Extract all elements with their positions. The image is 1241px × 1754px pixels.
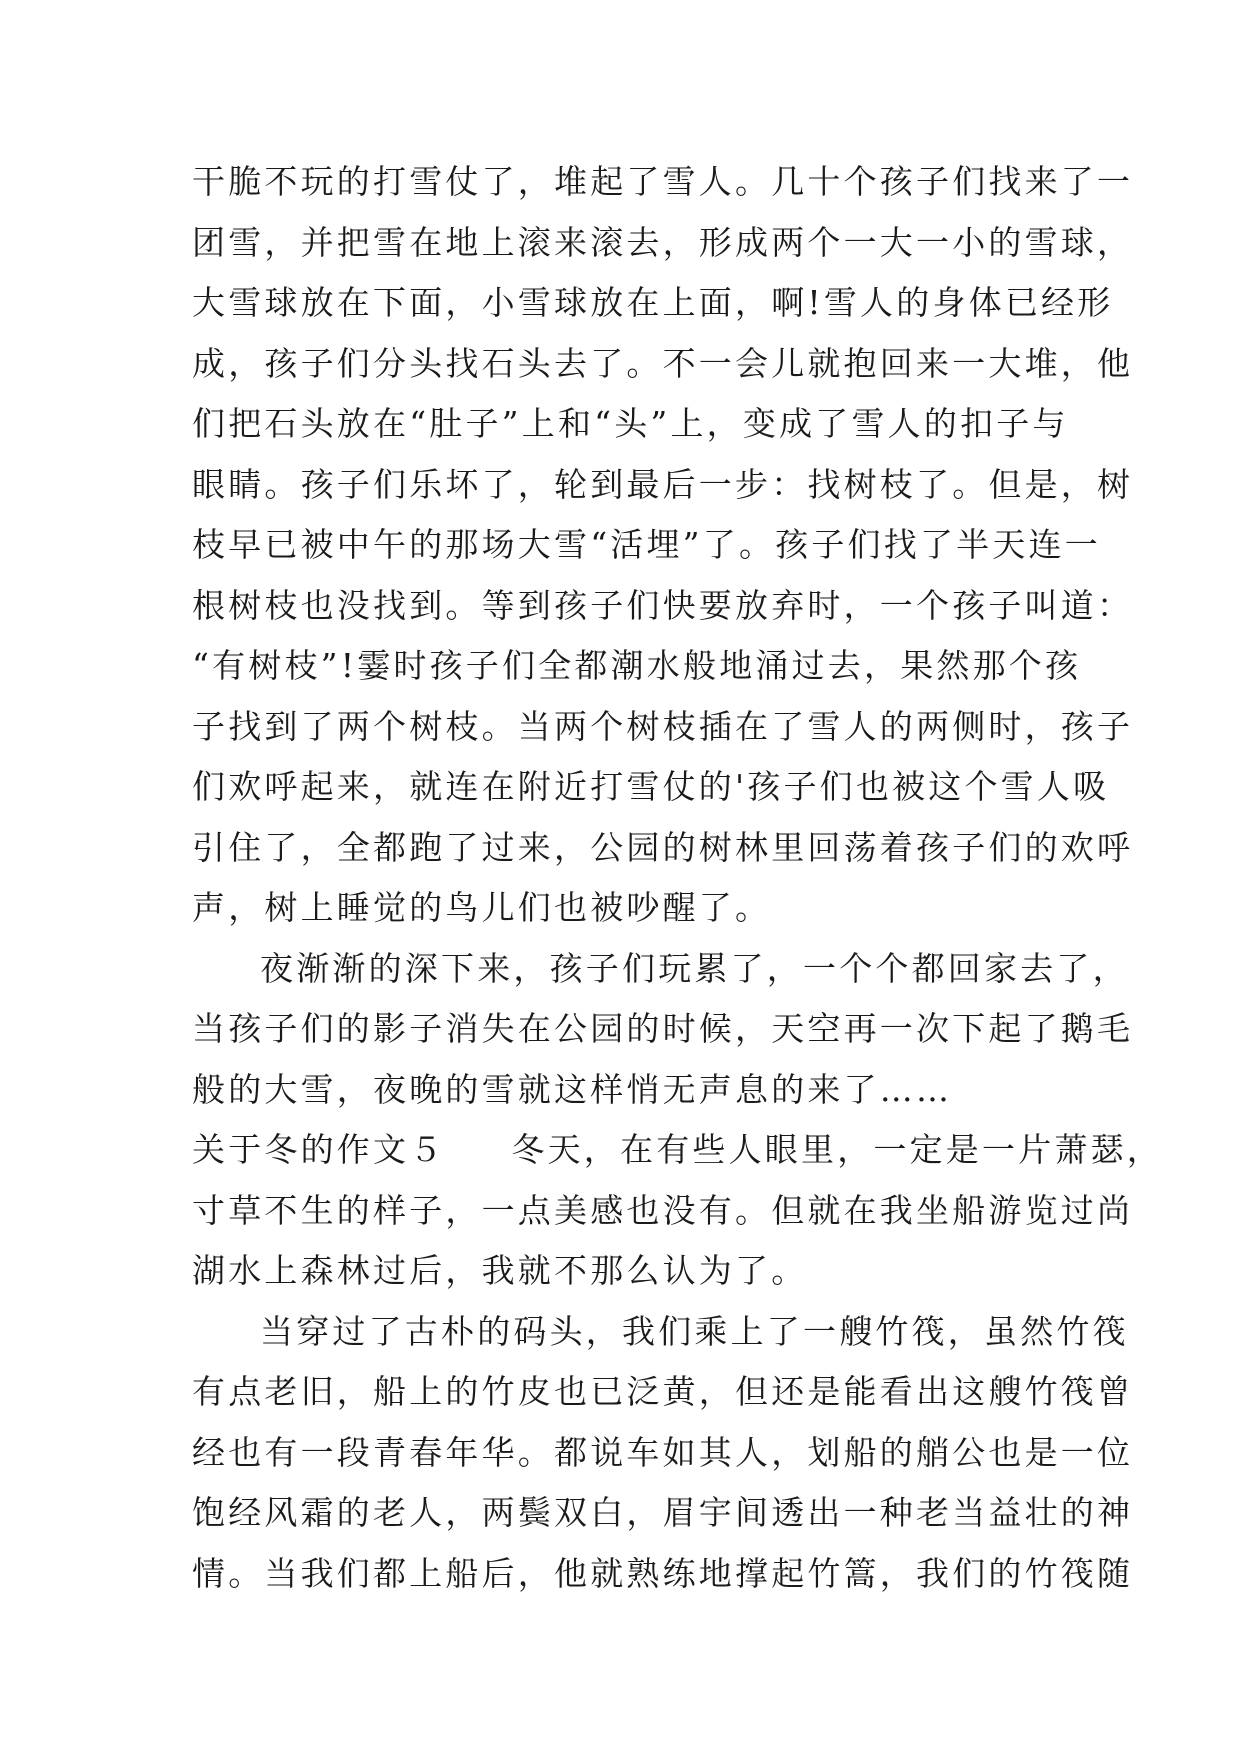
heading-line (192, 1120, 1164, 1181)
text-line: 有点老旧，船上的竹皮也已泛黄，但还是能看出这艘竹筏曾 (192, 1372, 1134, 1411)
text-line: 眼睛。孩子们乐坏了，轮到最后一步：找树枝了。但是，树 (192, 464, 1134, 504)
section-heading: 关于冬的作文５ (192, 1130, 446, 1169)
text-line: 饱经风霜的老人，两鬓双白，眉宇间透出一种老当益壮的神 (192, 1493, 1134, 1532)
text-line: 冬天，在有些人眼里，一定是一片萧瑟， (511, 1130, 1164, 1169)
text-line: 情。当我们都上船后，他就熟练地撑起竹篙，我们的竹筏随 (192, 1553, 1134, 1593)
text-line: 引住了，全都跑了过来，公园的树林里回荡着孩子们的欢呼 (192, 827, 1134, 867)
text-line: 成，孩子们分头找石头去了。不一会儿就抱回来一大堆，他 (192, 343, 1134, 383)
text-line: 子找到了两个树枝。当两个树枝插在了雪人的两侧时，孩子 (192, 706, 1134, 746)
text-line: 枝早已被中午的那场大雪“活埋”了。孩子们找了半天连一 (192, 525, 1101, 564)
text-line: 当孩子们的影子消失在公园的时候，天空再一次下起了鹅毛 (192, 1009, 1134, 1048)
text-line: 声，树上睡觉的鸟儿们也被吵醒了。 (192, 888, 772, 927)
text-line: 大雪球放在下面，小雪球放在上面，啊!雪人的身体已经形 (192, 283, 1114, 322)
text-line: 根树枝也没找到。等到孩子们快要放弃时，一个孩子叫道： (192, 585, 1134, 625)
text-line: 经也有一段青春年华。都说车如其人，划船的艄公也是一位 (192, 1432, 1134, 1472)
text-line: 当穿过了古朴的码头，我们乘上了一艘竹筏，虽然竹筏 (260, 1311, 1129, 1351)
text-line: 们欢呼起来，就连在附近打雪仗的'孩子们也被这个雪人吸 (192, 767, 1110, 806)
text-line: 夜渐渐的深下来，孩子们玩累了，一个个都回家去了， (260, 948, 1129, 988)
text-line: 干脆不玩的打雪仗了，堆起了雪人。几十个孩子们找来了一 (192, 162, 1134, 201)
text-line: 般的大雪，夜晚的雪就这样悄无声息的来了…… (192, 1069, 953, 1109)
text-line: 团雪，并把雪在地上滚来滚去，形成两个一大一小的雪球， (192, 222, 1134, 262)
text-line: 湖水上森林过后，我就不那么认为了。 (192, 1251, 808, 1290)
text-line: 们把石头放在“肚子”上和“头”上，变成了雪人的扣子与 (192, 404, 1069, 443)
text-line: “有树枝”!霎时孩子们全都潮水般地涌过去，果然那个孩 (192, 646, 1082, 685)
essay-body (192, 152, 1164, 1604)
text-line: 寸草不生的样子，一点美感也没有。但就在我坐船游览过尚 (192, 1190, 1134, 1230)
